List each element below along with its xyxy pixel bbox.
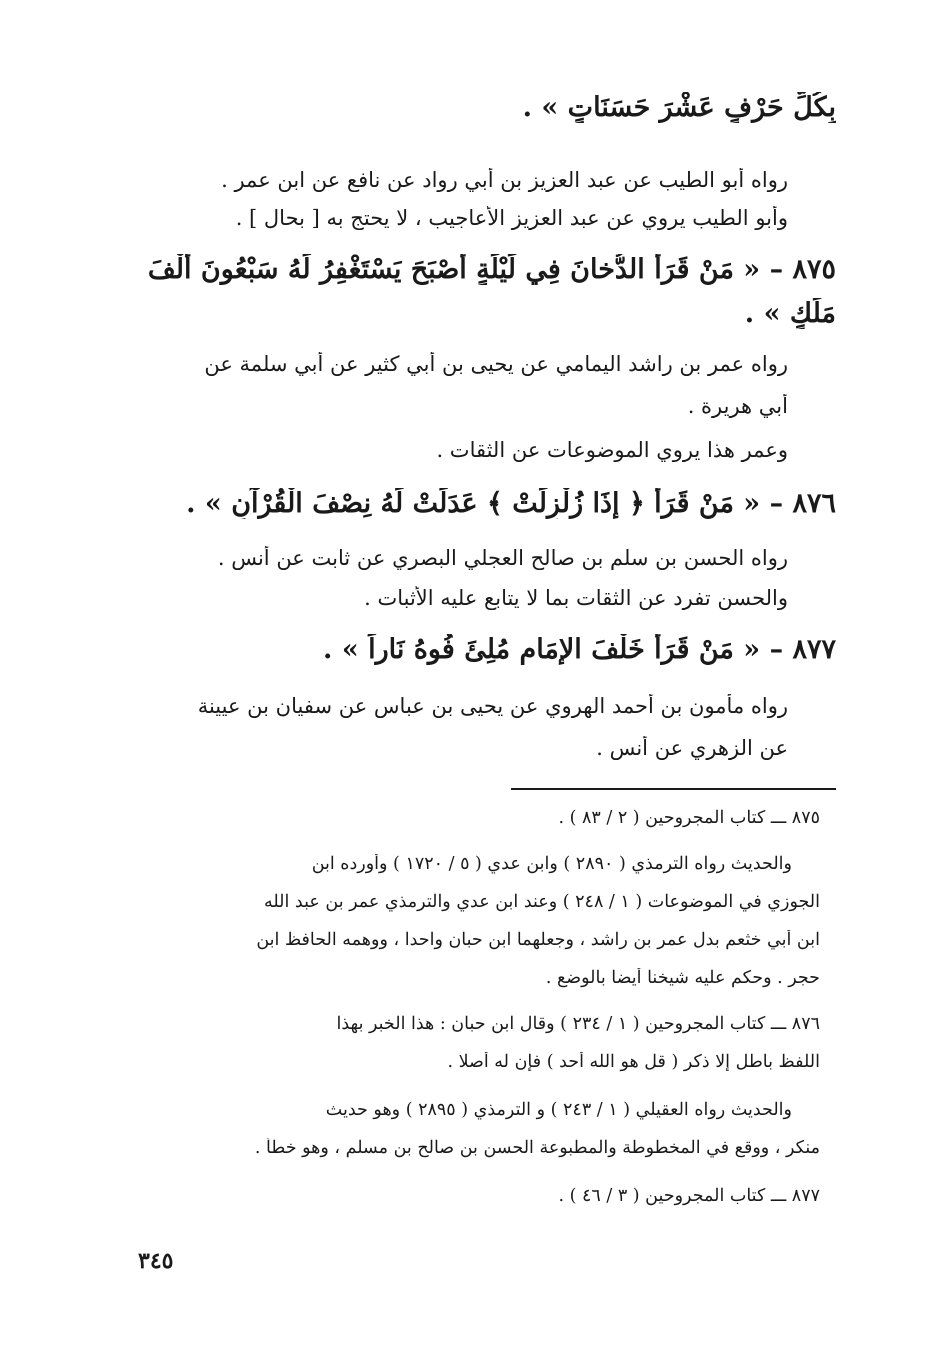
hadith-877: ٨٧٧ – « مَنْ قَرَأَ خَلْفَ الإِمَامِ مُلِئَ فُوهُ نَاراً » . xyxy=(323,634,836,665)
footnote-875-line-1: والحديث رواه الترمذي ( ٢٨٩٠ ) وابن عدي ( ٥ / ١٧٢٠ ) وأورده ابن xyxy=(311,854,792,874)
narration-875-line-1: رواه عمر بن راشد اليمامي عن يحيى بن أبي كثير عن أبي سلمة عن xyxy=(204,352,788,376)
hadith-875-line-2: مَلَكٍ » . xyxy=(744,298,836,329)
footnote-877-source: ٨٧٧ ـــ كتاب المجروحين ( ٣ / ٤٦ ) . xyxy=(558,1186,820,1206)
narrator-comment-875: وعمر هذا يروي الموضوعات عن الثقات . xyxy=(436,438,788,462)
footnote-876-line-4: منكر ، ووقع في المخطوطة والمطبوعة الحسن بن صالح بن مسلم ، وهو خطأ . xyxy=(254,1138,820,1158)
hadith-876: ٨٧٦ – « مَنْ قَرَأَ ﴿ إِذَا زُلْزِلَتْ ﴾ عَدَلَتْ لَهُ نِصْفَ الْقُرْآنِ » . xyxy=(186,488,836,519)
narration-874: رواه أبو الطيب عن عبد العزيز بن أبي رواد عن نافع عن ابن عمر . xyxy=(221,168,788,192)
footnote-875-source: ٨٧٥ ـــ كتاب المجروحين ( ٢ / ٨٣ ) . xyxy=(558,808,820,828)
hadith-875-line-1: ٨٧٥ – « مَنْ قَرَأَ الدُّخانَ فِي لَيْلَةٍ أَصْبَحَ يَسْتَغْفِرُ لَهُ سَبْعُونَ أَلْفَ xyxy=(147,254,836,285)
hadith-874-end: بِكُلِّ حَرْفٍ عَشْرَ حَسَنَاتٍ » . xyxy=(522,92,836,123)
footnote-875-line-3: ابن أبي خثعم بدل عمر بن راشد ، وجعلهما ابن حبان واحدا ، ووهمه الحافظ ابن xyxy=(256,930,820,950)
footnote-separator xyxy=(511,788,836,790)
narration-877-line-2: عن الزهري عن أنس . xyxy=(596,736,788,760)
narration-876: رواه الحسن بن سلم بن صالح العجلي البصري عن ثابت عن أنس . xyxy=(217,546,788,570)
footnote-876-line-2: اللفظ باطل إلا ذكر ( قل هو الله أحد ) فإن له أصلا . xyxy=(447,1052,820,1072)
narration-875-line-2: أبي هريرة . xyxy=(687,394,788,418)
footnote-875-line-4: حجر . وحكم عليه شيخنا أيضا بالوضع . xyxy=(545,968,820,988)
page-number: ٣٤٥ xyxy=(138,1248,174,1274)
narrator-comment-876: والحسن تفرد عن الثقات بما لا يتابع عليه الأثبات . xyxy=(364,586,788,610)
narration-877-line-1: رواه مأمون بن أحمد الهروي عن يحيى بن عباس عن سفيان بن عيينة xyxy=(197,694,788,718)
footnote-875-line-2: الجوزي في الموضوعات ( ١ / ٢٤٨ ) وعند ابن عدي والترمذي عمر بن عبد الله xyxy=(263,892,820,912)
footnote-876-source: ٨٧٦ ـــ كتاب المجروحين ( ١ / ٢٣٤ ) وقال ابن حبان : هذا الخبر بهذا xyxy=(336,1014,820,1034)
narrator-comment-874: وأبو الطيب يروي عن عبد العزيز الأعاجيب ، لا يحتج به [ بحال ] . xyxy=(235,206,788,230)
footnote-876-line-3: والحديث رواه العقيلي ( ١ / ٢٤٣ ) و الترمذي ( ٢٨٩٥ ) وهو حديث xyxy=(325,1100,792,1120)
